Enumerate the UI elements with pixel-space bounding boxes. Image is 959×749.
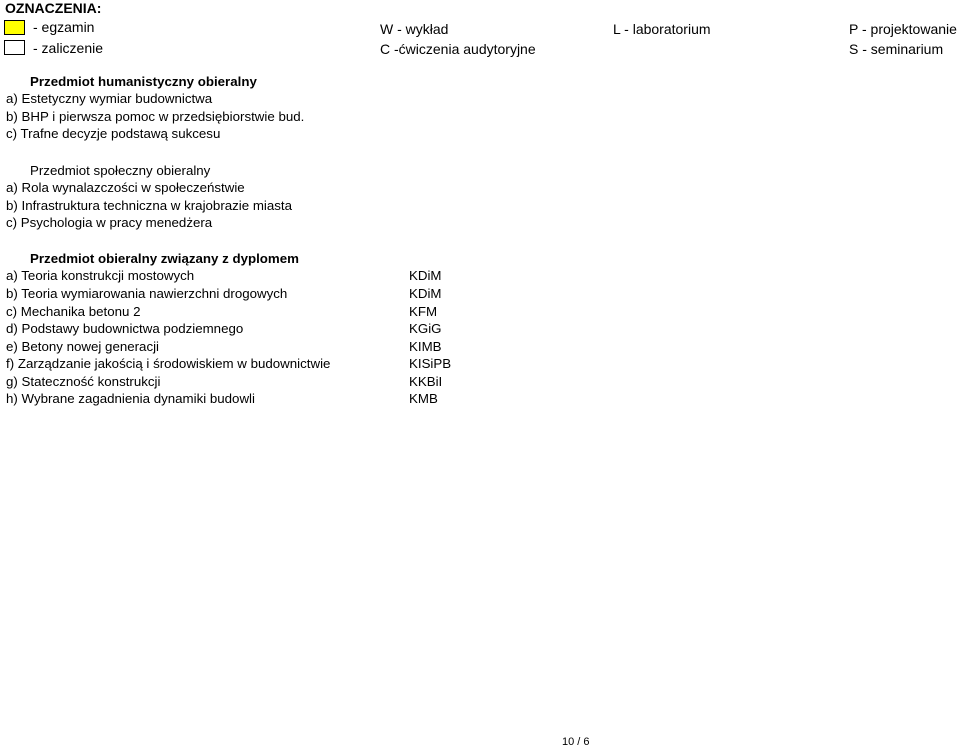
list-item: d) Podstawy budownictwa podziemnego bbox=[6, 321, 244, 336]
list-item: a) Teoria konstrukcji mostowych bbox=[6, 268, 195, 283]
legend-heading: OZNACZENIA: bbox=[5, 0, 102, 16]
legend-type-p: P - projektowanie bbox=[849, 21, 957, 37]
list-item-code: KIMB bbox=[409, 339, 442, 354]
list-item-code: KGiG bbox=[409, 321, 442, 336]
list-item-code: KDiM bbox=[409, 286, 442, 301]
list-item: c) Mechanika betonu 2 bbox=[6, 304, 141, 319]
list-item: g) Stateczność konstrukcji bbox=[6, 374, 161, 389]
list-item-code: KFM bbox=[409, 304, 438, 319]
exam-color-swatch bbox=[4, 20, 25, 35]
list-item-code: KDiM bbox=[409, 268, 442, 283]
list-item: f) Zarządzanie jakością i środowiskiem w budownictwie bbox=[6, 356, 331, 371]
list-item-code: KISiPB bbox=[409, 356, 452, 371]
list-item: a) Rola wynalazczości w społeczeństwie bbox=[6, 180, 245, 195]
list-item: c) Psychologia w pracy menedżera bbox=[6, 215, 213, 230]
page-number: 10 / 6 bbox=[562, 736, 590, 748]
section-title: Przedmiot humanistyczny obieralny bbox=[30, 74, 257, 89]
list-item: b) BHP i pierwsza pomoc w przedsiębiorstwie bud. bbox=[6, 109, 305, 124]
legend-type-l: L - laboratorium bbox=[613, 21, 711, 37]
list-item: b) Teoria wymiarowania nawierzchni drogowych bbox=[6, 286, 288, 301]
section-title: Przedmiot obieralny związany z dyplomem bbox=[30, 251, 299, 266]
legend-type-w: W - wykład bbox=[380, 21, 449, 37]
legend-type-s: S - seminarium bbox=[849, 41, 944, 57]
pass-color-swatch bbox=[4, 40, 25, 55]
legend-type-c: C -ćwiczenia audytoryjne bbox=[380, 41, 536, 57]
list-item: b) Infrastruktura techniczna w krajobrazie miasta bbox=[6, 198, 292, 213]
legend-exam-label: - egzamin bbox=[33, 19, 95, 35]
list-item: h) Wybrane zagadnienia dynamiki budowli bbox=[6, 391, 255, 406]
list-item-code: KMB bbox=[409, 391, 438, 406]
section-title: Przedmiot społeczny obieralny bbox=[30, 163, 211, 178]
legend-pass-label: - zaliczenie bbox=[33, 40, 104, 56]
list-item: a) Estetyczny wymiar budownictwa bbox=[6, 91, 213, 106]
list-item: e) Betony nowej generacji bbox=[6, 339, 160, 354]
list-item-code: KKBiI bbox=[409, 374, 443, 389]
list-item: c) Trafne decyzje podstawą sukcesu bbox=[6, 126, 221, 141]
